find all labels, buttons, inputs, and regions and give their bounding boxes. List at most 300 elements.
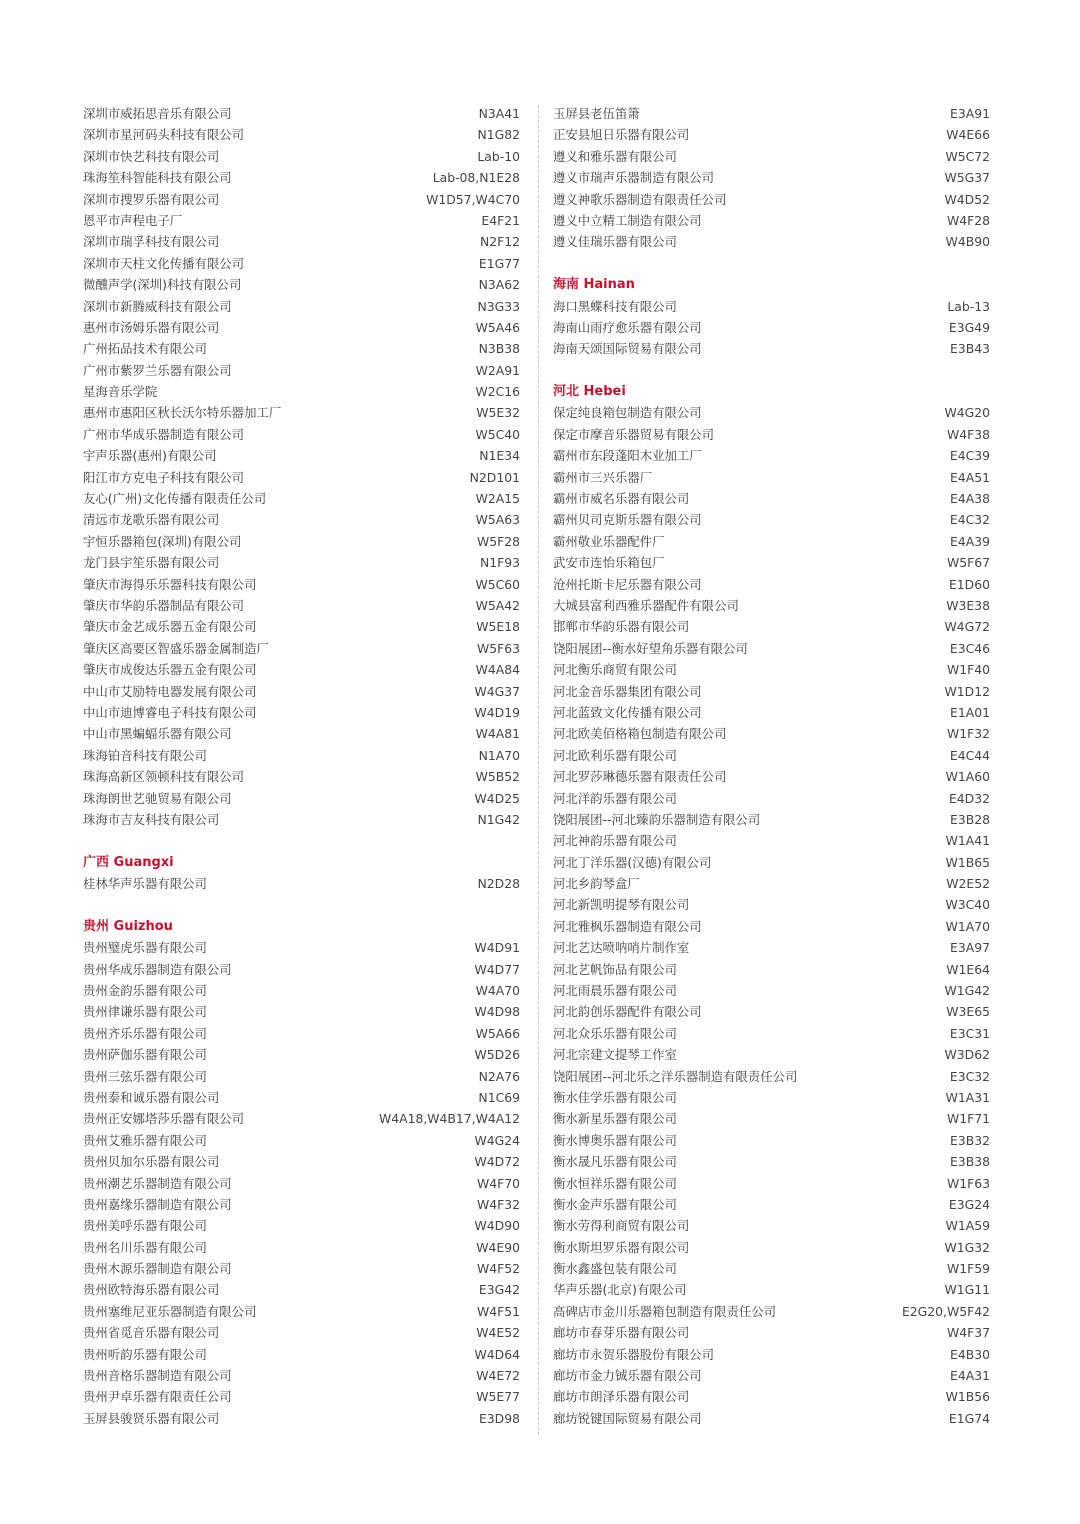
booth-number: W4G72 <box>944 619 990 635</box>
exhibitor-name: 桂林华声乐器有限公司 <box>83 876 207 892</box>
booth-number: W5E18 <box>476 619 520 635</box>
exhibitor-row <box>553 1001 990 1022</box>
booth-number: W4A84 <box>475 662 520 678</box>
booth-number: E3C46 <box>949 640 990 656</box>
exhibitor-row <box>553 1344 990 1365</box>
exhibitor-row <box>553 1215 990 1236</box>
booth-number: W1G11 <box>944 1282 990 1298</box>
exhibitor-row <box>553 638 990 659</box>
exhibitor-name: 河北蓝致文化传播有限公司 <box>553 704 702 720</box>
exhibitor-row <box>553 788 990 809</box>
booth-number: W4D91 <box>474 940 520 956</box>
exhibitor-row <box>83 1365 520 1386</box>
exhibitor-row <box>83 253 520 274</box>
booth-number: W4A81 <box>475 726 520 742</box>
booth-number: E3A97 <box>950 940 990 956</box>
booth-number: W4D72 <box>474 1154 520 1170</box>
exhibitor-row <box>83 103 520 124</box>
booth-number: W5E32 <box>476 405 520 421</box>
exhibitor-name: 霸州市威名乐器有限公司 <box>553 491 690 507</box>
exhibitor-name: 大城县富利西雅乐器配件有限公司 <box>553 597 739 613</box>
exhibitor-name: 霸州敬业乐器配件厂 <box>553 533 665 549</box>
exhibitor-row <box>553 1237 990 1258</box>
booth-number: W2E52 <box>946 876 990 892</box>
right-column <box>553 103 990 1429</box>
booth-number: N1A70 <box>478 747 520 763</box>
guangxi-list <box>83 873 520 894</box>
exhibitor-row <box>553 552 990 573</box>
section-heading-guizhou: 贵州 Guizhou <box>83 918 173 934</box>
exhibitor-row <box>83 317 520 338</box>
exhibitor-name: 贵州华成乐器制造有限公司 <box>83 961 232 977</box>
exhibitor-row <box>83 1386 520 1407</box>
section-heading-hebei: 河北 Hebei <box>553 384 626 400</box>
exhibitor-name: 河北韵创乐器配件有限公司 <box>553 1004 702 1020</box>
exhibitor-name: 玉屏县骏贤乐器有限公司 <box>83 1410 220 1426</box>
exhibitor-name: 衡水鑫盛包装有限公司 <box>553 1261 677 1277</box>
exhibitor-row <box>83 467 520 488</box>
booth-number: W4D19 <box>474 704 520 720</box>
booth-number: E3G49 <box>948 319 990 335</box>
exhibitor-name: 深圳市星河码头科技有限公司 <box>83 127 245 143</box>
booth-number: W4E52 <box>476 1325 520 1341</box>
exhibitor-name: 贵州金韵乐器有限公司 <box>83 983 207 999</box>
exhibitor-row <box>83 1344 520 1365</box>
booth-number: N2D101 <box>469 469 520 485</box>
exhibitor-row <box>553 616 990 637</box>
exhibitor-name: 贵州贝加尔乐器有限公司 <box>83 1154 220 1170</box>
exhibitor-row <box>83 552 520 573</box>
exhibitor-name: 河北乡韵琴盒厂 <box>553 876 640 892</box>
exhibitor-name: 肇庆市华韵乐器制品有限公司 <box>83 597 245 613</box>
exhibitor-row <box>553 1322 990 1343</box>
exhibitor-row <box>83 167 520 188</box>
exhibitor-row <box>553 531 990 552</box>
exhibitor-name: 河北神韵乐器有限公司 <box>553 833 677 849</box>
exhibitor-name: 贵州艾雅乐器有限公司 <box>83 1132 207 1148</box>
exhibitor-row <box>83 274 520 295</box>
booth-number: W4F37 <box>946 1325 990 1341</box>
exhibitor-name: 微醺声学(深圳)科技有限公司 <box>83 277 242 293</box>
exhibitor-name: 衡水斯坦罗乐器有限公司 <box>553 1239 690 1255</box>
exhibitor-row <box>553 766 990 787</box>
booth-number: W1F32 <box>946 726 990 742</box>
booth-number: N1C69 <box>478 1089 520 1105</box>
booth-number: E4A51 <box>950 469 990 485</box>
booth-number: E1A01 <box>950 704 990 720</box>
exhibitor-name: 廊坊市金力铖乐器有限公司 <box>553 1368 702 1384</box>
exhibitor-name: 华声乐器(北京)有限公司 <box>553 1282 687 1298</box>
booth-number: W4D90 <box>474 1218 520 1234</box>
exhibitor-row <box>553 723 990 744</box>
exhibitor-row <box>553 338 990 359</box>
exhibitor-row <box>83 937 520 958</box>
exhibitor-row <box>83 146 520 167</box>
exhibitor-row <box>83 338 520 359</box>
exhibitor-row <box>553 852 990 873</box>
exhibitor-row <box>553 1130 990 1151</box>
exhibitor-row <box>553 595 990 616</box>
exhibitor-name: 贵州名川乐器有限公司 <box>83 1239 207 1255</box>
exhibitor-name: 贵州律谦乐器有限公司 <box>83 1004 207 1020</box>
exhibitor-row <box>553 702 990 723</box>
exhibitor-name: 武安市连怡乐箱包厂 <box>553 555 665 571</box>
booth-number: E3B38 <box>950 1154 990 1170</box>
exhibitor-row <box>553 959 990 980</box>
booth-number: W5A66 <box>475 1025 520 1041</box>
booth-number: E3D98 <box>478 1410 520 1426</box>
exhibitor-row <box>83 1108 520 1129</box>
exhibitor-name: 海口黑蝶科技有限公司 <box>553 298 677 314</box>
exhibitor-name: 惠州市惠阳区秋长沃尔特乐器加工厂 <box>83 405 282 421</box>
exhibitor-name: 珠海铂音科技有限公司 <box>83 747 207 763</box>
exhibitor-name: 深圳市威拓思音乐有限公司 <box>83 106 232 121</box>
booth-number: W4E66 <box>946 127 990 143</box>
exhibitor-name: 贵州木源乐器制造有限公司 <box>83 1261 232 1277</box>
booth-number: W5C60 <box>475 576 520 592</box>
booth-number: W4E90 <box>476 1239 520 1255</box>
section-heading-guangxi: 广西 Guangxi <box>83 854 174 870</box>
exhibitor-row <box>83 531 520 552</box>
exhibitor-name: 贵州省觅音乐器有限公司 <box>83 1325 220 1341</box>
booth-number: W5F63 <box>476 640 520 656</box>
exhibitor-row <box>83 959 520 980</box>
exhibitor-name: 宇恒乐器箱包(深圳)有限公司 <box>83 533 242 549</box>
exhibitor-row <box>83 210 520 231</box>
section-heading-hainan: 海南 Hainan <box>553 277 635 293</box>
booth-number: W4F52 <box>476 1261 520 1277</box>
exhibitor-name: 友心(广州)文化传播有限责任公司 <box>83 491 267 507</box>
booth-number: W3E65 <box>946 1004 990 1020</box>
exhibitor-row <box>83 402 520 423</box>
booth-number: N1G82 <box>477 127 520 143</box>
exhibitor-name: 惠州市汤姆乐器有限公司 <box>83 319 220 335</box>
exhibitor-name: 衡水恒祥乐器有限公司 <box>553 1175 677 1191</box>
exhibitor-name: 中山市艾励特电器发展有限公司 <box>83 683 257 699</box>
exhibitor-name: 星海音乐学院 <box>83 384 158 400</box>
exhibitor-name: 河北罗莎琳德乐器有限责任公司 <box>553 769 727 785</box>
exhibitor-name: 遵义中立精工制造有限公司 <box>553 212 702 228</box>
exhibitor-row <box>83 1151 520 1172</box>
exhibitor-name: 正安县旭日乐器有限公司 <box>553 127 690 143</box>
exhibitor-name: 中山市迪博睿电子科技有限公司 <box>83 704 257 720</box>
exhibitor-name: 河北艺达喷呐哨片制作室 <box>553 940 690 956</box>
booth-number: W1F59 <box>946 1261 990 1277</box>
exhibitor-row <box>83 1279 520 1300</box>
exhibitor-name: 贵州正安娜塔莎乐器有限公司 <box>83 1111 245 1127</box>
exhibitor-name: 遵义市瑞声乐器制造有限公司 <box>553 170 715 186</box>
exhibitor-row <box>553 1173 990 1194</box>
exhibitor-row <box>553 317 990 338</box>
exhibitor-name: 深圳市瑞孚科技有限公司 <box>83 234 220 250</box>
booth-number: E3C31 <box>949 1025 990 1041</box>
exhibitor-row <box>83 124 520 145</box>
exhibitor-row <box>83 659 520 680</box>
exhibitor-row <box>553 124 990 145</box>
exhibitor-name: 衡水佳学乐器有限公司 <box>553 1089 677 1105</box>
booth-number: E4A38 <box>950 491 990 507</box>
exhibitor-name: 肇庆市成俊达乐器五金有限公司 <box>83 662 257 678</box>
exhibitor-name: 衡水晟凡乐器有限公司 <box>553 1154 677 1170</box>
exhibitor-row <box>83 488 520 509</box>
column-divider <box>538 105 539 1435</box>
booth-number: N2D28 <box>477 876 520 892</box>
booth-number: W1B65 <box>945 854 990 870</box>
booth-number: E4B30 <box>950 1346 990 1362</box>
exhibitor-name: 肇庆区高要区智盛乐器金属制造厂 <box>83 640 269 656</box>
exhibitor-name: 恩平市声程电子厂 <box>83 212 183 228</box>
exhibitor-row <box>553 809 990 830</box>
exhibitor-row <box>553 445 990 466</box>
exhibitor-row <box>83 424 520 445</box>
exhibitor-row <box>83 788 520 809</box>
exhibitor-name: 保定纯良箱包制造有限公司 <box>553 405 702 421</box>
booth-number: N3A62 <box>478 277 520 293</box>
exhibitor-name: 河北宗建文提琴工作室 <box>553 1047 677 1063</box>
booth-number: E4A31 <box>950 1368 990 1384</box>
exhibitor-row <box>553 509 990 530</box>
exhibitor-name: 河北雅枫乐器制造有限公司 <box>553 918 702 934</box>
booth-number: N2F12 <box>479 234 520 250</box>
exhibitor-row <box>83 1215 520 1236</box>
exhibitor-name: 霸州市三兴乐器厂 <box>553 469 653 485</box>
exhibitor-name: 遵义和雅乐器有限公司 <box>553 148 677 164</box>
exhibitor-name: 深圳市快艺科技有限公司 <box>83 148 220 164</box>
exhibitor-row <box>83 1408 520 1429</box>
booth-number: N1E34 <box>479 448 520 464</box>
booth-number: W4G24 <box>474 1132 520 1148</box>
booth-number: E3B43 <box>950 341 990 357</box>
exhibitor-row <box>553 916 990 937</box>
booth-number: E3G42 <box>478 1282 520 1298</box>
exhibitor-row <box>83 509 520 530</box>
exhibitor-row <box>83 1301 520 1322</box>
exhibitor-name: 海南天颂国际贸易有限公司 <box>553 341 702 357</box>
booth-number: W1D57,W4C70 <box>426 191 520 207</box>
exhibitor-row <box>553 1151 990 1172</box>
booth-number: W4D25 <box>474 790 520 806</box>
exhibitor-name: 衡水博奥乐器有限公司 <box>553 1132 677 1148</box>
exhibitor-name: 肇庆市海得乐乐器科技有限公司 <box>83 576 257 592</box>
booth-number: W1B56 <box>945 1389 990 1405</box>
exhibitor-row <box>553 1194 990 1215</box>
booth-number: W4D64 <box>474 1346 520 1362</box>
booth-number: E3G24 <box>948 1196 990 1212</box>
exhibitor-name: 贵州三弦乐器有限公司 <box>83 1068 207 1084</box>
exhibitor-name: 玉屏县老伍笛箫 <box>553 106 640 121</box>
booth-number: W4F51 <box>476 1303 520 1319</box>
booth-number: W4F70 <box>476 1175 520 1191</box>
exhibitor-row <box>553 1301 990 1322</box>
left-column <box>83 103 520 1429</box>
exhibitor-row <box>83 1044 520 1065</box>
exhibitor-row <box>553 1066 990 1087</box>
exhibitor-name: 珠海高新区领顿科技有限公司 <box>83 769 245 785</box>
exhibitor-name: 廊坊市春芽乐器有限公司 <box>553 1325 690 1341</box>
exhibitor-row <box>83 723 520 744</box>
exhibitor-name: 龙门县宇笙乐器有限公司 <box>83 555 220 571</box>
exhibitor-row <box>553 1258 990 1279</box>
exhibitor-name: 霸州市东段蓬阳木业加工厂 <box>553 448 702 464</box>
exhibitor-name: 清远市龙歌乐器有限公司 <box>83 512 220 528</box>
exhibitor-name: 河北欧利乐器有限公司 <box>553 747 677 763</box>
exhibitor-name: 饶阳展团--衡水好望角乐器有限公司 <box>553 640 748 656</box>
exhibitor-name: 饶阳展团--河北臻韵乐器制造有限公司 <box>553 811 761 827</box>
exhibitor-row <box>553 231 990 252</box>
booth-number: W1A31 <box>945 1089 990 1105</box>
exhibitor-row <box>83 1066 520 1087</box>
exhibitor-row <box>83 360 520 381</box>
exhibitor-name: 遵义佳瑞乐器有限公司 <box>553 234 677 250</box>
exhibitor-row <box>83 1130 520 1151</box>
exhibitor-row <box>553 402 990 423</box>
exhibitor-name: 河北金音乐器集团有限公司 <box>553 683 702 699</box>
exhibitor-name: 河北艺帆饰品有限公司 <box>553 961 677 977</box>
exhibitor-row <box>553 1023 990 1044</box>
booth-number: N3A41 <box>478 106 520 121</box>
booth-number: N3G33 <box>477 298 520 314</box>
exhibitor-name: 廊坊市永贺乐器股份有限公司 <box>553 1346 715 1362</box>
exhibitor-name: 贵州塞维尼亚乐器制造有限公司 <box>83 1303 257 1319</box>
exhibitor-name: 河北欧美佰格箱包制造有限公司 <box>553 726 727 742</box>
booth-number: W4G20 <box>944 405 990 421</box>
exhibitor-name: 河北众乐乐器有限公司 <box>553 1025 677 1041</box>
booth-number: E3B28 <box>950 811 990 827</box>
booth-number: W5A46 <box>475 319 520 335</box>
exhibitor-name: 贵州尹卓乐器有限责任公司 <box>83 1389 232 1405</box>
booth-number: W4D77 <box>474 961 520 977</box>
exhibitor-row <box>83 809 520 830</box>
booth-number: E3B32 <box>950 1132 990 1148</box>
exhibitor-row <box>553 103 990 124</box>
booth-number: E4D32 <box>948 790 990 806</box>
booth-number: E4A39 <box>950 533 990 549</box>
exhibitor-name: 深圳市天柱文化传播有限公司 <box>83 255 245 271</box>
exhibitor-name: 保定市摩音乐器贸易有限公司 <box>553 426 715 442</box>
exhibitor-name: 肇庆市金艺成乐器五金有限公司 <box>83 619 257 635</box>
booth-number: W4G37 <box>474 683 520 699</box>
exhibitor-row <box>83 445 520 466</box>
exhibitor-name: 河北雨晨乐器有限公司 <box>553 983 677 999</box>
booth-number: E3A91 <box>950 106 990 121</box>
exhibitor-name: 饶阳展团--河北乐之洋乐器制造有限责任公司 <box>553 1068 798 1084</box>
booth-number: W4E72 <box>476 1368 520 1384</box>
booth-number: W2C16 <box>475 384 520 400</box>
exhibitor-row <box>553 745 990 766</box>
booth-number: N3B38 <box>478 341 520 357</box>
exhibitor-name: 贵州美呼乐器有限公司 <box>83 1218 207 1234</box>
booth-number: W4D98 <box>474 1004 520 1020</box>
booth-number: W5B52 <box>475 769 520 785</box>
exhibitor-row <box>83 381 520 402</box>
guizhou-list <box>83 937 520 1429</box>
exhibitor-row <box>83 595 520 616</box>
exhibitor-row <box>83 1001 520 1022</box>
exhibitor-name: 贵州齐乐乐器有限公司 <box>83 1025 207 1041</box>
booth-number: E4C39 <box>949 448 990 464</box>
exhibitor-row <box>83 1087 520 1108</box>
guangdong-list <box>83 103 520 830</box>
guizhou-continued-list <box>553 103 990 253</box>
booth-number: E1G77 <box>478 255 520 271</box>
exhibitor-row <box>553 1044 990 1065</box>
booth-number: W2A15 <box>475 491 520 507</box>
exhibitor-row <box>83 681 520 702</box>
exhibitor-name: 河北新凯明提琴有限公司 <box>553 897 690 913</box>
booth-number: E2G20,W5F42 <box>901 1303 990 1319</box>
booth-number: N1G42 <box>477 811 520 827</box>
exhibitor-row <box>553 681 990 702</box>
exhibitor-name: 中山市黑蝙蝠乐器有限公司 <box>83 726 232 742</box>
booth-number: N1F93 <box>479 555 520 571</box>
exhibitor-name: 珠海笙科智能科技有限公司 <box>83 170 232 186</box>
exhibitor-name: 广州拓品技术有限公司 <box>83 341 207 357</box>
hainan-list <box>553 296 990 360</box>
exhibitor-row <box>83 574 520 595</box>
exhibitor-row <box>83 766 520 787</box>
booth-number: W4F28 <box>946 212 990 228</box>
booth-number: W4A18,W4B17,W4A12 <box>378 1111 520 1127</box>
booth-number: W1E64 <box>946 961 990 977</box>
exhibitor-row <box>553 146 990 167</box>
booth-number: W3D62 <box>944 1047 990 1063</box>
booth-number: W2A91 <box>475 362 520 378</box>
booth-number: W5C40 <box>475 426 520 442</box>
exhibitor-row <box>553 1408 990 1429</box>
exhibitor-row <box>83 873 520 894</box>
booth-number: E1G74 <box>948 1410 990 1426</box>
booth-number: W1G42 <box>944 983 990 999</box>
booth-number: Lab-08,N1E28 <box>432 170 520 186</box>
exhibitor-name: 珠海市吉友科技有限公司 <box>83 811 220 827</box>
exhibitor-row <box>83 745 520 766</box>
exhibitor-row <box>83 702 520 723</box>
exhibitor-row <box>553 1386 990 1407</box>
exhibitor-row <box>83 1258 520 1279</box>
exhibitor-name: 衡水新星乐器有限公司 <box>553 1111 677 1127</box>
exhibitor-row <box>553 1087 990 1108</box>
exhibitor-name: 贵州萨伽乐器有限公司 <box>83 1047 207 1063</box>
exhibitor-name: 沧州托斯卡尼乐器有限公司 <box>553 576 702 592</box>
exhibitor-name: 河北洋韵乐器有限公司 <box>553 790 677 806</box>
exhibitor-name: 河北衡乐商贸有限公司 <box>553 662 677 678</box>
exhibitor-row <box>83 1237 520 1258</box>
booth-number: W5E77 <box>476 1389 520 1405</box>
exhibitor-row <box>553 1108 990 1129</box>
exhibitor-row <box>553 1279 990 1300</box>
booth-number: W4D52 <box>944 191 990 207</box>
exhibitor-row <box>553 167 990 188</box>
booth-number: E4C32 <box>949 512 990 528</box>
exhibitor-row <box>83 1194 520 1215</box>
exhibitor-name: 珠海朗世艺驰贸易有限公司 <box>83 790 232 806</box>
exhibitor-name: 河北丁洋乐器(汉德)有限公司 <box>553 854 712 870</box>
booth-number: W5F28 <box>476 533 520 549</box>
exhibitor-name: 衡水劳得利商贸有限公司 <box>553 1218 690 1234</box>
exhibitor-row <box>83 189 520 210</box>
booth-number: W4F38 <box>946 426 990 442</box>
exhibitor-name: 廊坊市朗泽乐器有限公司 <box>553 1389 690 1405</box>
booth-number: W1A70 <box>945 918 990 934</box>
booth-number: W1A41 <box>945 833 990 849</box>
exhibitor-row <box>83 231 520 252</box>
booth-number: Lab-10 <box>477 148 520 164</box>
booth-number: N2A76 <box>478 1068 520 1084</box>
exhibitor-row <box>553 467 990 488</box>
exhibitor-row <box>83 1023 520 1044</box>
exhibitor-name: 广州市紫罗兰乐器有限公司 <box>83 362 232 378</box>
booth-number: W4F32 <box>476 1196 520 1212</box>
